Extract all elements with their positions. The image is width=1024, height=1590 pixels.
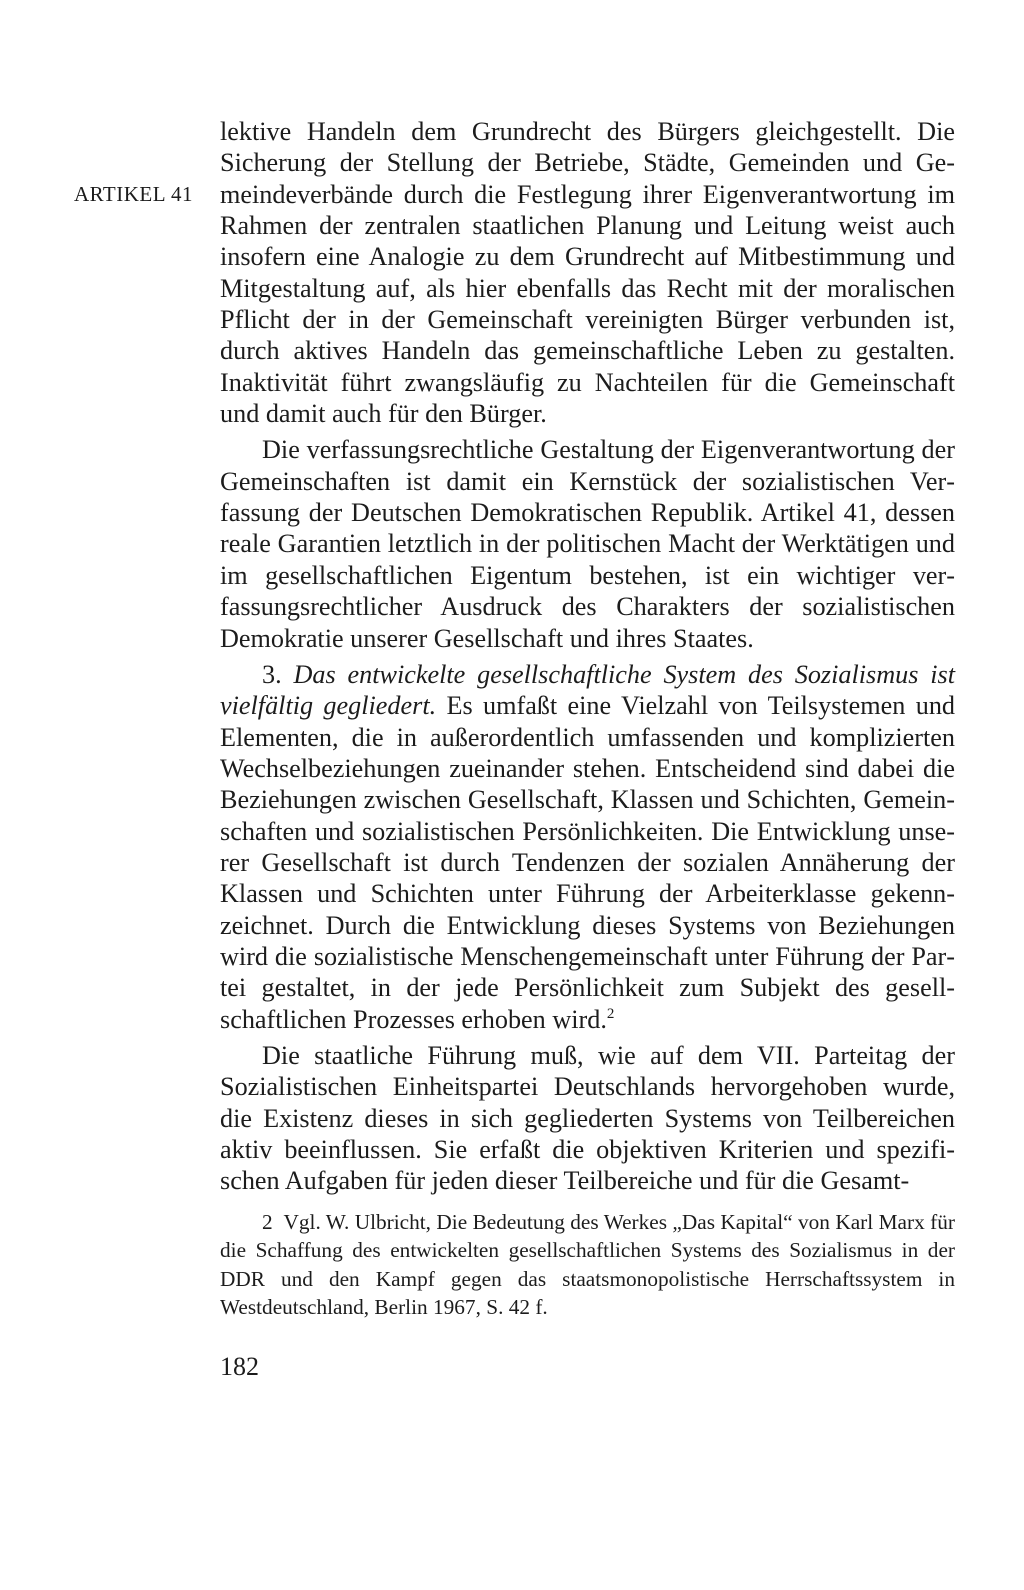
footnote-text: Vgl. W. Ulbricht, Die Bedeutung des Werkes „Das Kapital“ von Karl Marx für die Schaffung des entwickelten gesellschaftlichen Systems des Sozialismus in der DDR und den Kampf gegen das staatsmonopolistische Herrschaftssystem in Westdeutschland, Berlin 1967, S. 42 f. <box>220 1210 955 1319</box>
footnote-reference: 2 <box>606 1005 615 1022</box>
paragraph-4: Die staatliche Führung muß, wie auf dem VII. Parteitag der Sozialistischen Einheitspartei Deutschlands hervorgehoben wurde, die Existenz dieses in sich gegliederten Systems von Teilbereichen aktiv beeinflussen. Sie erfaßt die objektiven Kriterien und spezifischen Aufgaben für jeden dieser Teilbereiche und für die Gesamt- <box>220 1040 955 1196</box>
paragraph-2: Die verfassungsrechtliche Gestaltung der Eigenverantwortung der Gemeinschaften ist damit ein Kernstück der sozialistischen Verfassung der Deutschen Demokratischen Republik. Artikel 41, dessen reale Garantien letztlich in der politischen Macht der Werktätigen und im gesellschaftlichen Eigentum bestehen, ist ein wichtiger verfassungsrechtlicher Ausdruck des Charakters der sozialistischen Demokratie unserer Gesellschaft und ihres Staates. <box>220 435 955 653</box>
section-number: 3. <box>262 659 282 689</box>
margin-note-article: ARTIKEL 41 <box>74 182 194 206</box>
paragraph-3 <box>220 659 955 1035</box>
footnote-line <box>220 1208 955 1321</box>
section-heading-emphasis: Das entwickelte gesellschaftliche System des Sozialismus ist vielfältig gegliedert. <box>220 659 955 721</box>
footnote-number: 2 <box>262 1210 273 1234</box>
main-text <box>220 116 955 1197</box>
paragraph-3-text: Es umfaßt eine Vielzahl von Teilsystemen und Elementen, die in außerordentlich umfassenden und komplizierten Wechselbeziehungen zueinander stehen. Entscheidend sind dabei die Beziehungen zwischen Gesellschaft, Klassen und Schichten, Gemeinschaften und sozialistischen Persönlichkeiten. Die Entwicklung unserer Gesellschaft ist durch Tendenzen der sozialen Annäherung der Klassen und Schichten unter Führung der Arbeiterklasse gekennzeichnet. Durch die Entwicklung dieses Systems von Beziehungen wird die sozialistische Menschengemeinschaft unter Führung der Partei gestaltet, in der jede Persönlichkeit zum Subjekt des gesellschaftlichen Prozesses erhoben wird. <box>220 691 956 1034</box>
footnote <box>220 1208 955 1321</box>
paragraph-1: lektive Handeln dem Grundrecht des Bürgers gleichgestellt. Die Sicherung der Stellung der Betriebe, Städte, Gemeinden und Gemeindeverbände durch die Festlegung ihrer Eigenverantwortung im Rahmen der zentralen staatlichen Planung und Leitung weist auch insofern eine Analogie zu dem Grundrecht auf Mitbestimmung und Mitgestaltung auf, als hier ebenfalls das Recht mit der moralischen Pflicht der in der Gemeinschaft vereinigten Bürger verbunden ist, durch aktives Handeln das gemeinschaftliche Leben zu gestalten. Inaktivität führt zwangsläufig zu Nachteilen für die Gemeinschaft und damit auch für den Bürger. <box>220 117 955 429</box>
page-number: 182 <box>220 1352 259 1381</box>
